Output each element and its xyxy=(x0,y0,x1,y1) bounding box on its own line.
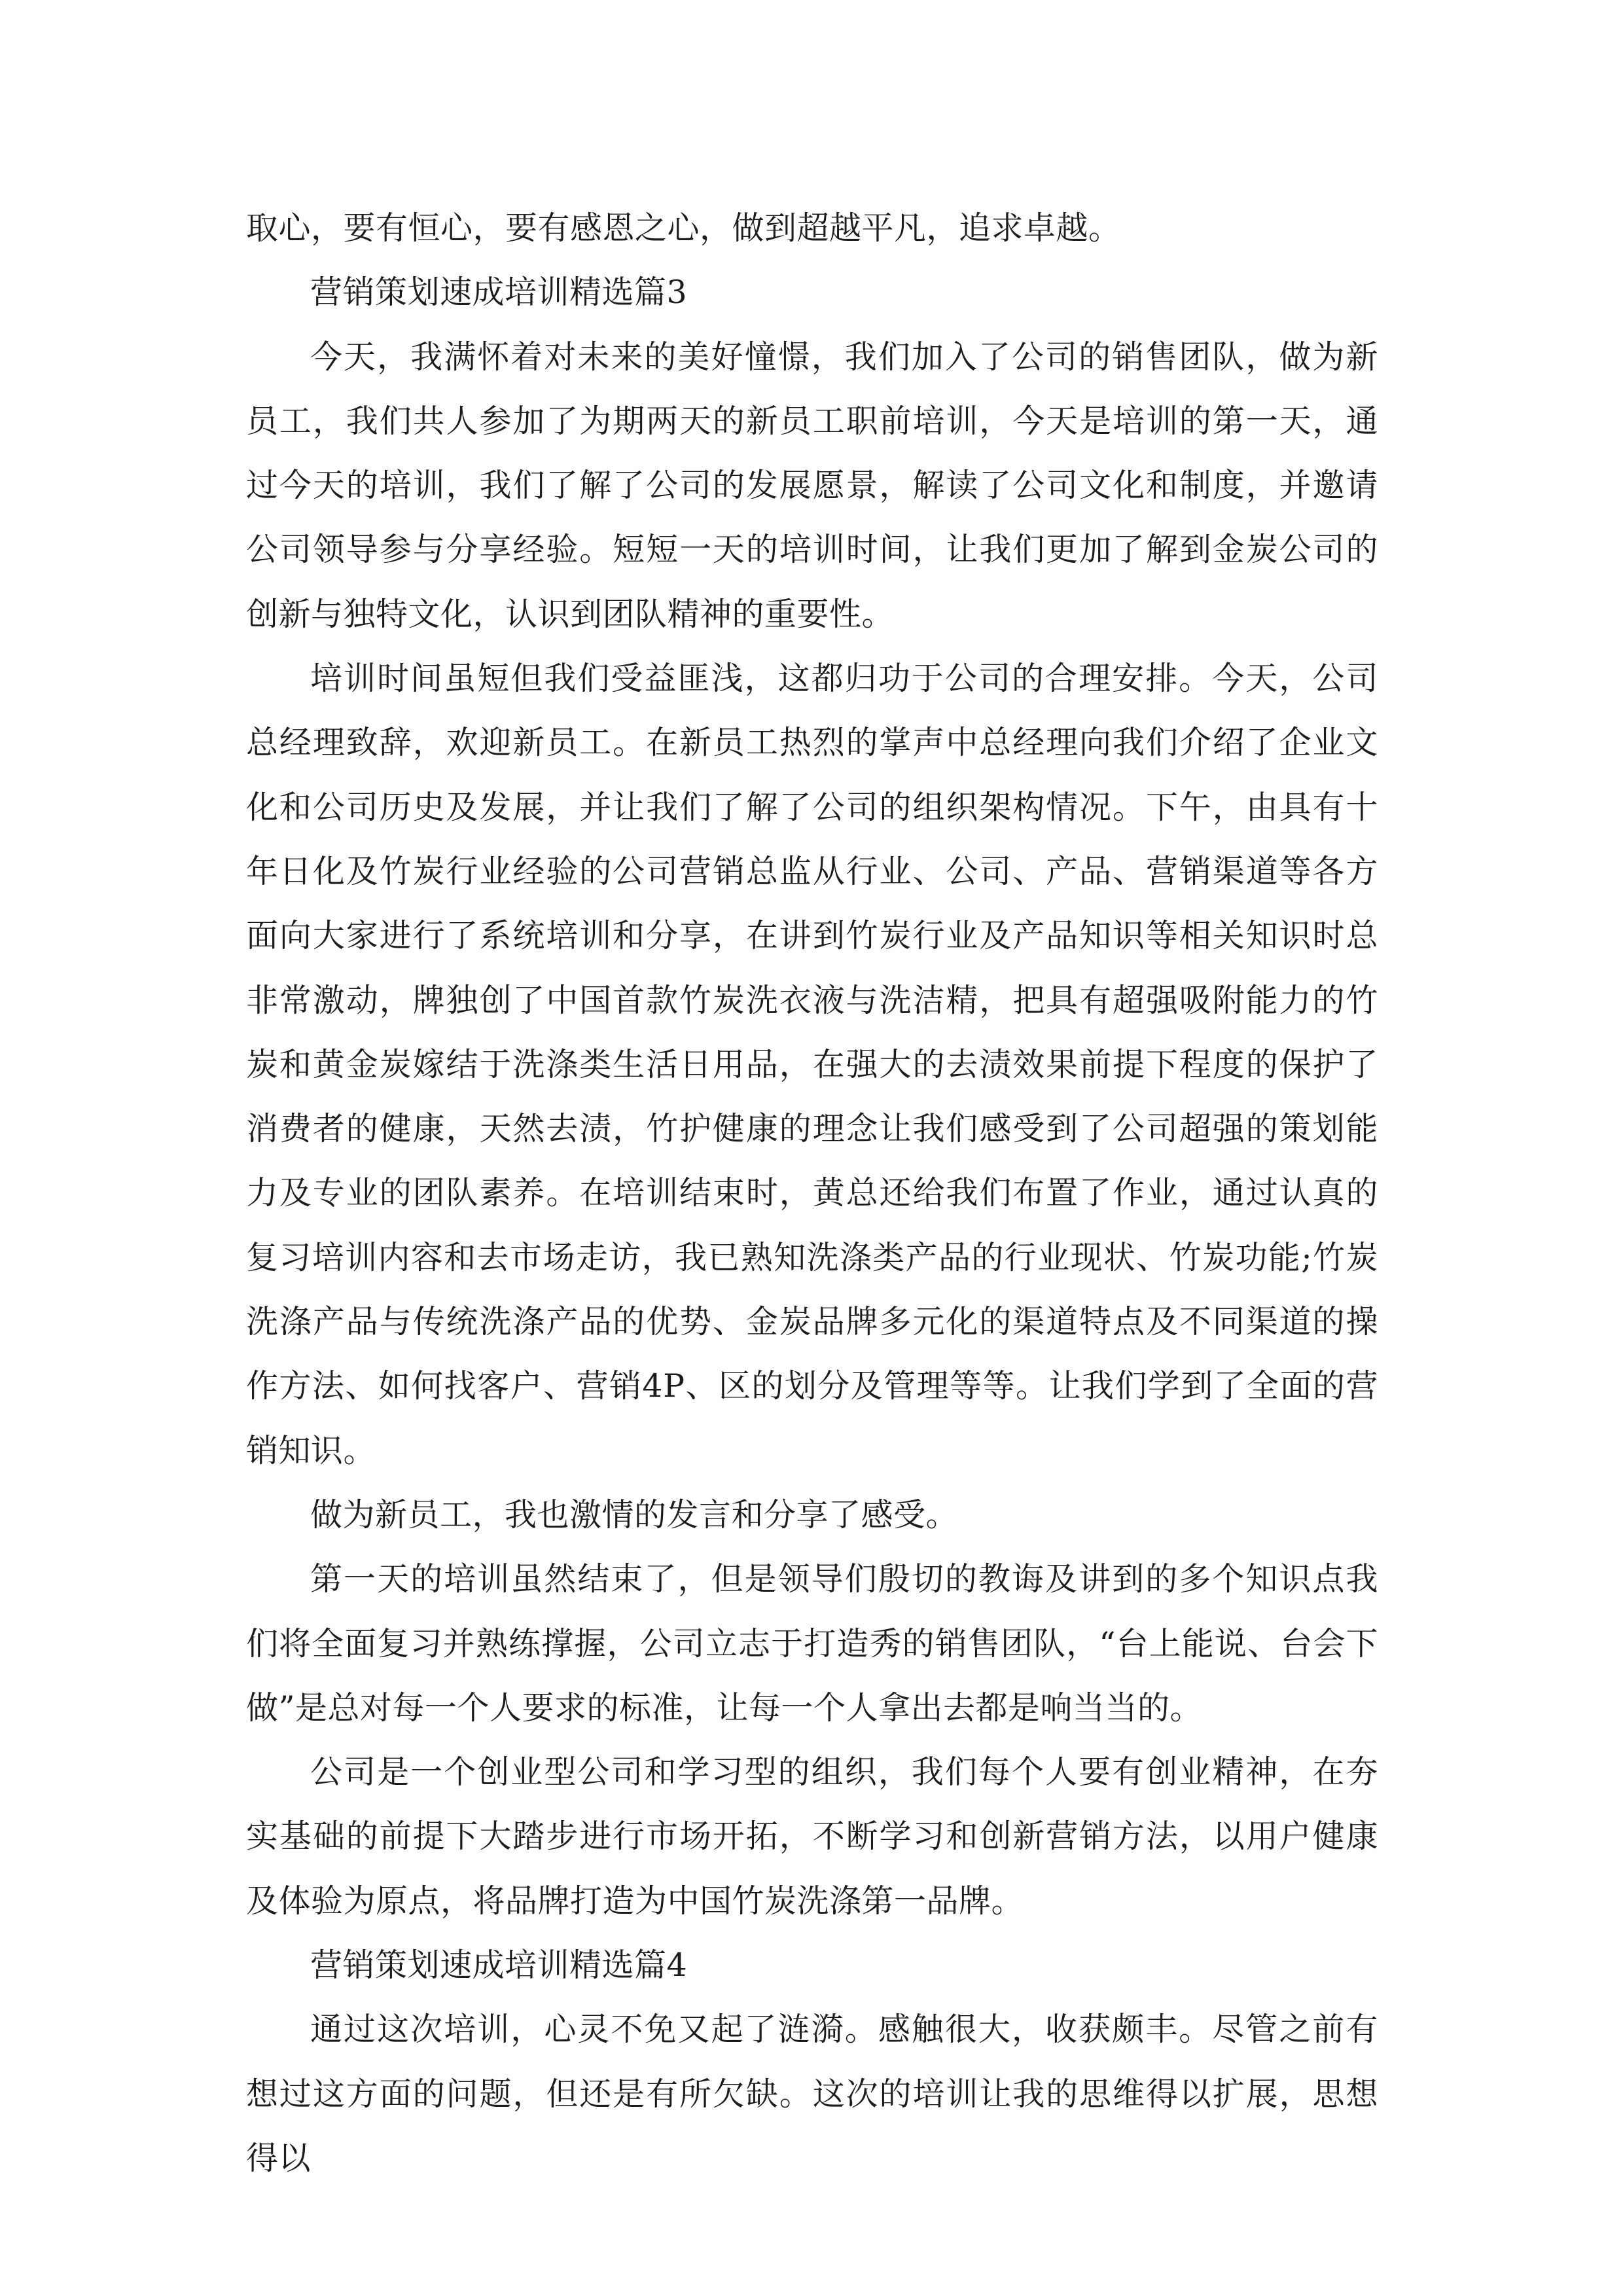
paragraph-training-end: 第一天的培训虽然结束了，但是领导们殷切的教诲及讲到的多个知识点我们将全面复习并熟练撑握，公司立志于打造秀的销售团队，“台上能说、台会下做”是总对每一个人要求的标准，让每一个人拿出去都是响当当的。 xyxy=(246,1560,1378,1727)
section-heading-4: 营销策划速成培训精选篇4 xyxy=(310,1946,688,1984)
paragraph-speech: 做为新员工，我也激情的发言和分享了感受。 xyxy=(310,1496,959,1534)
document-body xyxy=(246,196,1378,2191)
paragraph-first-day: 今天，我满怀着对未来的美好憧憬，我们加入了公司的销售团队，做为新员工，我们共人参加了为期两天的新员工职前培训，今天是培训的第一天，通过今天的培训，我们了解了公司的发展愿景，解读了公司文化和制度，并邀请公司领导参与分享经验。短短一天的培训时间，让我们更加了解到金炭公司的创新与独特文化，认识到团队精神的重要性。 xyxy=(246,338,1378,633)
paragraph-company: 公司是一个创业型公司和学习型的组织，我们每个人要有创业精神，在夯实基础的前提下大踏步进行市场开拓，不断学习和创新营销方法，以用户健康及体验为原点，将品牌打造为中国竹炭洗涤第一品牌。 xyxy=(246,1753,1378,1920)
paragraph-training-content: 培训时间虽短但我们受益匪浅，这都归功于公司的合理安排。今天，公司总经理致辞，欢迎新员工。在新员工热烈的掌声中总经理向我们介绍了企业文化和公司历史及发展，并让我们了解了公司的组织架构情况。下午，由具有十年日化及竹炭行业经验的公司营销总监从行业、公司、产品、营销渠道等各方面向大家进行了系统培训和分享，在讲到竹炭行业及产品知识等相关知识时总非常激动，牌独创了中国首款竹炭洗衣液与洗洁精，把具有超强吸附能力的竹炭和黄金炭嫁结于洗涤类生活日用品，在强大的去渍效果前提下程度的保护了消费者的健康，天然去渍，竹护健康的理念让我们感受到了公司超强的策划能力及专业的团队素养。在培训结束时，黄总还给我们布置了作业，通过认真的复习培训内容和去市场走访，我已熟知洗涤类产品的行业现状、竹炭功能;竹炭洗涤产品与传统洗涤产品的优势、金炭品牌多元化的渠道特点及不同渠道的操作方法、如何找客户、营销4P、区的划分及管理等等。让我们学到了全面的营销知识。 xyxy=(246,660,1378,1469)
section-heading-3: 营销策划速成培训精选篇3 xyxy=(310,274,688,312)
paragraph-continuation: 取心，要有恒心，要有感恩之心，做到超越平凡，追求卓越。 xyxy=(246,209,1121,247)
paragraph-reflection: 通过这次培训，心灵不免又起了涟漪。感触很大，收获颇丰。尽管之前有想过这方面的问题，但还是有所欠缺。这次的培训让我的思维得以扩展，思想得以 xyxy=(246,2011,1378,2177)
